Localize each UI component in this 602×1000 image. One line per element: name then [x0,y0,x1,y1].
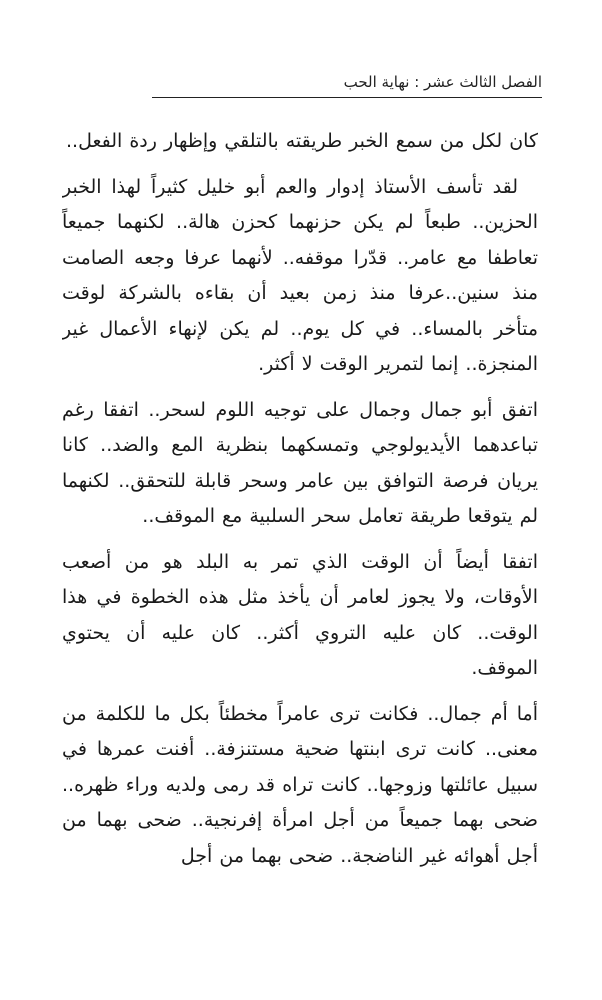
paragraph-2: لقد تأسف الأستاذ إدوار والعم أبو خليل كثيراً لهذا الخبر الحزين.. طبعاً لم يكن حزنهما كحزن هالة.. لكنهما جميعاً تعاطفا مع عامر.. قدّرا موقفه.. لأنهما عرفا وجعه الصامت منذ سنين..عرفا منذ زمن بعيد أن بقاءه بالشركة لوقت متأخر بالمساء.. في كل يوم.. لم يكن لإنهاء الأعمال غير المنجزة.. إنما لتمرير الوقت لا أكثر. [62,175,538,375]
paragraph-1: كان لكل من سمع الخبر طريقته بالتلقي وإظهار ردة الفعل.. [66,130,538,152]
header-divider [152,97,542,98]
chapter-body [62,124,538,980]
paragraph-3: اتفق أبو جمال وجمال على توجيه اللوم لسحر.. اتفقا رغم تباعدهما الأيديولوجي وتمسكهما بنظرية المع والضد.. كانا يريان فرصة التوافق بين عامر وسحر قابلة للتحقق.. لكنهما لم يتوقعا طريقة تعامل سحر السلبية مع الموقف.. [62,398,538,527]
paragraph-4: اتفقا أيضاً أن الوقت الذي تمر به البلد هو من أصعب الأوقات، ولا يجوز لعامر أن يأخذ مثل هذه الخطوة في هذا الوقت.. كان عليه التروي أكثر.. كان عليه أن يحتوي الموقف. [62,550,538,679]
paragraph-5: أما أم جمال.. فكانت ترى عامراً مخطئاً بكل ما للكلمة من معنى.. كانت ترى ابنتها ضحية مستنزفة.. أفنت عمرها في سبيل عائلتها وزوجها.. كانت تراه قد رمى ولديه وراء ظهره.. ضحى بهما جميعاً من أجل امرأة إفرنجية.. ضحى بهما من أجل أهوائه غير الناضجة.. ضحى بهما من أجل [62,702,538,867]
chapter-running-header: الفصل الثالث عشر : نهاية الحب [343,73,542,91]
